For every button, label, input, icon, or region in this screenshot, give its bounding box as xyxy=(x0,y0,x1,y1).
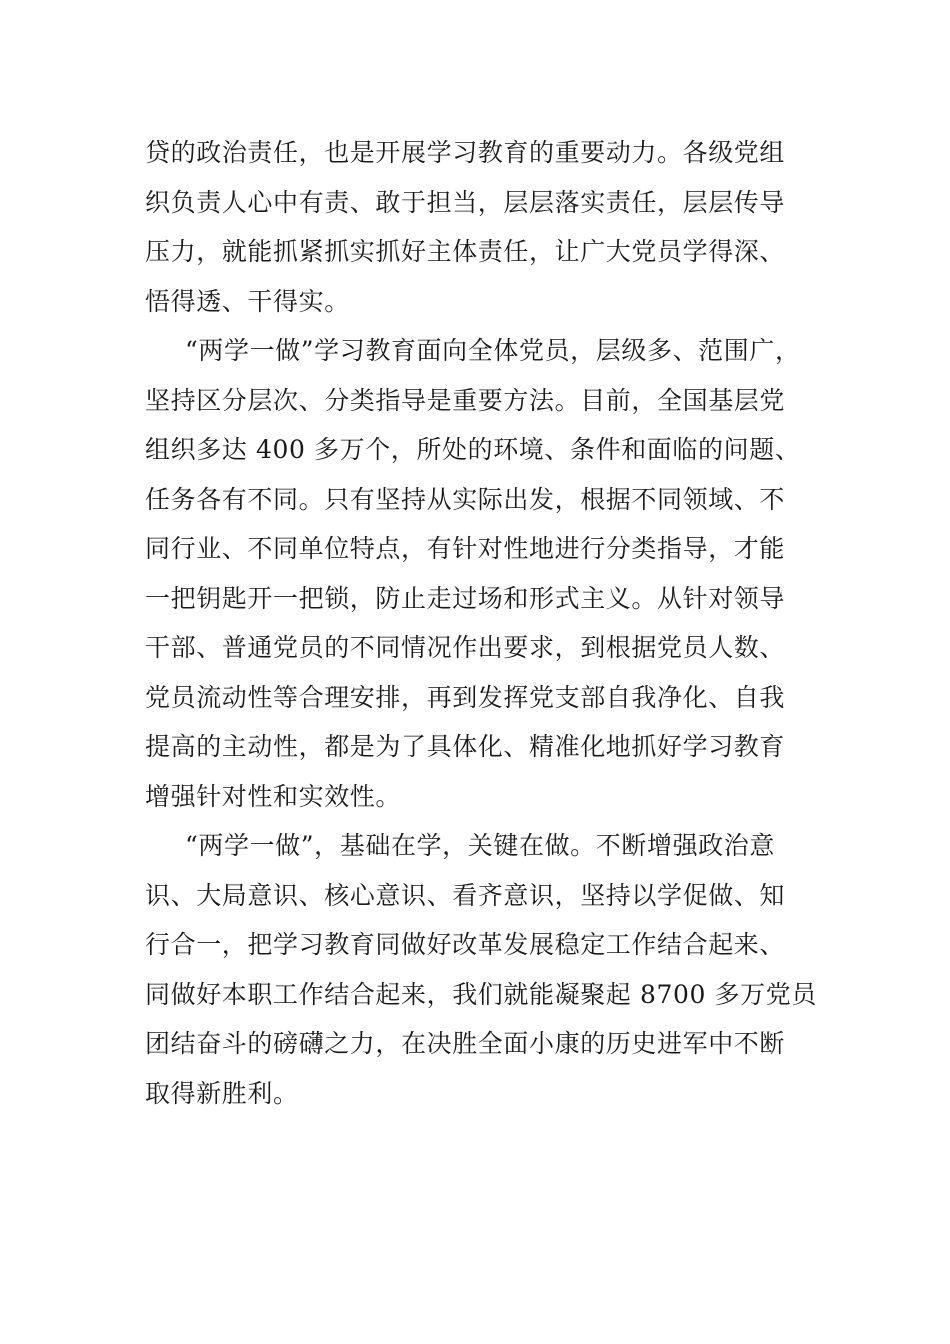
text-line: 取得新胜利。 xyxy=(145,1078,299,1108)
body-text xyxy=(145,128,817,1118)
text-line: 提高的主动性，都是为了具体化、精准化地抓好学习教育 xyxy=(145,732,786,761)
text-line: 悟得透、干得实。 xyxy=(145,286,350,316)
text-line: 坚持区分层次、分类指导是重要方法。目前，全国基层党 xyxy=(145,385,786,415)
text-line: 行合一，把学习教育同做好改革发展稳定工作结合起来、 xyxy=(145,930,786,959)
text-line: 织负责人心中有责、敢于担当，层层落实责任，层层传导 xyxy=(145,187,786,217)
text-line: 干部、普通党员的不同情况作出要求，到根据党员人数、 xyxy=(145,633,786,662)
text-line: 团结奋斗的磅礴之力，在决胜全面小康的历史进军中不断 xyxy=(145,1029,786,1058)
text-line: 贷的政治责任，也是开展学习教育的重要动力。各级党组 xyxy=(145,138,786,167)
paragraph-2 xyxy=(145,326,810,821)
text-line: 同做好本职工作结合起来，我们就能凝聚起 8700 多万党员 xyxy=(145,979,817,1009)
paragraph-3 xyxy=(145,821,817,1118)
paragraph-1 xyxy=(145,128,810,326)
text-line: 同行业、不同单位特点，有针对性地进行分类指导，才能 xyxy=(145,534,786,563)
text-line: 组织多达 400 多万个，所处的环境、条件和面临的问题、 xyxy=(145,435,801,464)
text-line: 识、大局意识、核心意识、看齐意识，坚持以学促做、知 xyxy=(145,880,786,910)
text-line: “两学一做”学习教育面向全体党员，层级多、范围广， xyxy=(185,336,801,365)
text-line: 增强针对性和实效性。 xyxy=(145,781,402,811)
text-line: 压力，就能抓紧抓实抓好主体责任，让广大党员学得深、 xyxy=(145,237,786,266)
text-line: 任务各有不同。只有坚持从实际出发，根据不同领域、不 xyxy=(145,484,786,514)
text-line: “两学一做”，基础在学，关键在做。不断增强政治意 xyxy=(185,831,775,860)
text-line: 一把钥匙开一把锁，防止走过场和形式主义。从针对领导 xyxy=(145,583,786,613)
text-line: 党员流动性等合理安排，再到发挥党支部自我净化、自我 xyxy=(145,682,786,712)
